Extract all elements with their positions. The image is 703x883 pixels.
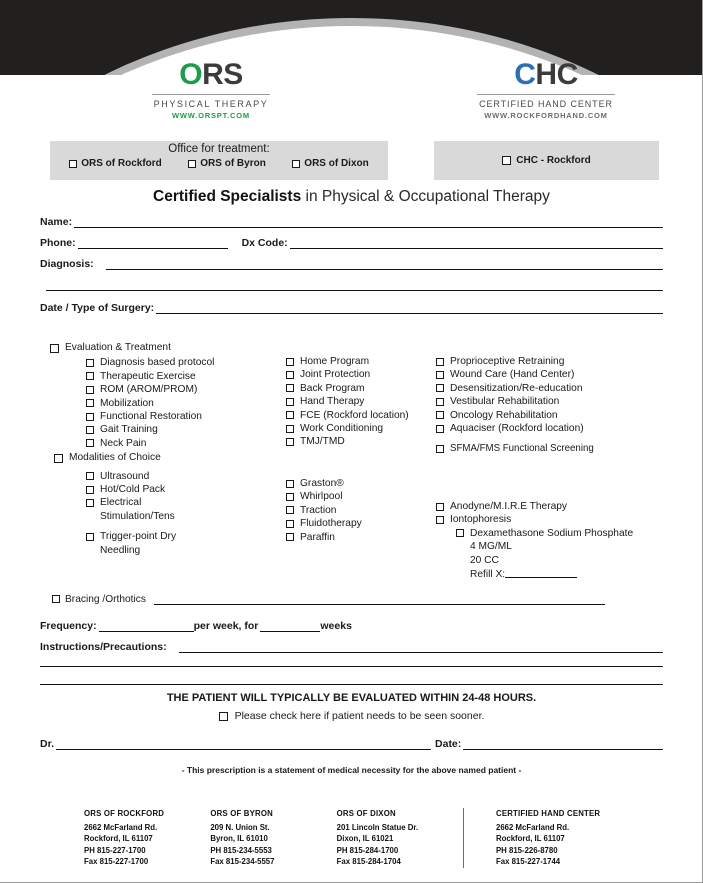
- name-label: Name:: [40, 216, 73, 228]
- checkbox-label: Aquaciser (Rockford location): [450, 423, 584, 435]
- instructions-label: Instructions/Precautions:: [40, 641, 167, 653]
- checkbox-icon[interactable]: [436, 358, 444, 366]
- checkbox-label: Modalities of Choice: [69, 452, 161, 464]
- checkbox-proprioceptive-retraining[interactable]: [436, 355, 666, 368]
- checkbox-icon[interactable]: [436, 503, 444, 511]
- checkbox-icon[interactable]: [436, 411, 444, 419]
- bracing-orthotics-label: Bracing /Orthotics: [65, 594, 146, 605]
- ors-office-options: [50, 155, 388, 169]
- checkbox-label: Whirlpool: [300, 491, 343, 503]
- location-phone: PH 815-234-5553: [210, 845, 272, 855]
- checkbox-icon[interactable]: [436, 384, 444, 392]
- checkbox-icon[interactable]: [86, 426, 94, 434]
- chc-logo-c: C: [514, 58, 536, 91]
- refill-row: [470, 567, 633, 581]
- evaluation-notice: [0, 692, 703, 722]
- checkbox-label: Hot/Cold Pack: [100, 484, 166, 496]
- checkbox-icon[interactable]: [86, 486, 94, 494]
- checkbox-icon[interactable]: [52, 595, 60, 603]
- per-week-label: per week, for: [193, 620, 259, 632]
- frequency-input[interactable]: [99, 620, 194, 632]
- checkbox-icon[interactable]: [86, 372, 94, 380]
- date-label: Date:: [435, 738, 462, 750]
- weeks-input[interactable]: [260, 620, 320, 632]
- checkbox-icon[interactable]: [286, 358, 294, 366]
- location-city: Dixon, IL 61021: [336, 834, 394, 844]
- checkbox-dexamethasone[interactable]: [456, 527, 671, 582]
- office-option-label: ORS of Rockford: [81, 158, 162, 169]
- location-street: 209 N. Union St.: [210, 822, 270, 832]
- location-name: CERTIFIED HAND CENTER: [495, 809, 601, 818]
- checkbox-icon[interactable]: [86, 472, 94, 480]
- instructions-row: [40, 641, 663, 653]
- checkbox-label: Dexamethasone Sodium Phosphate: [470, 527, 634, 539]
- checkbox-fluidotherapy[interactable]: [286, 517, 436, 530]
- date-type-surgery-input[interactable]: [156, 302, 663, 314]
- programs-column: [286, 355, 436, 449]
- checkbox-icon[interactable]: [50, 344, 59, 353]
- phone-label: Phone:: [40, 237, 76, 249]
- checkbox-icon[interactable]: [286, 480, 294, 488]
- checkbox-icon[interactable]: [286, 411, 294, 419]
- dx-code-label: Dx Code:: [241, 237, 288, 249]
- checkbox-icon[interactable]: [286, 371, 294, 379]
- page-title: [0, 188, 703, 206]
- location-street: 2662 McFarland Rd.: [495, 822, 570, 832]
- ors-logo-mark: [148, 58, 274, 92]
- checkbox-joint-protection[interactable]: [286, 368, 436, 381]
- ors-office-selector: [50, 141, 388, 180]
- checkbox-icon[interactable]: [54, 454, 63, 463]
- office-option-rockford[interactable]: [69, 158, 162, 169]
- frequency-label: Frequency:: [40, 620, 97, 632]
- checkbox-icon[interactable]: [286, 425, 294, 433]
- checkbox-home-program[interactable]: [286, 355, 436, 368]
- checkbox-neck-pain[interactable]: [86, 437, 285, 450]
- bracing-orthotics-input[interactable]: [154, 593, 605, 605]
- evaluation-column: [50, 341, 285, 557]
- checkbox-wound-care[interactable]: [436, 368, 666, 381]
- checkbox-icon[interactable]: [436, 371, 444, 379]
- disclaimer-text: - This prescription is a statement of medical necessity for the above named patient -: [181, 765, 522, 775]
- checkbox-label: Iontophoresis: [450, 514, 512, 526]
- checkbox-functional-restoration[interactable]: [86, 410, 285, 423]
- checkbox-icon[interactable]: [86, 359, 94, 367]
- location-name: ORS OF DIXON: [336, 809, 396, 818]
- checkbox-mobilization[interactable]: [86, 397, 285, 410]
- checkbox-diagnosis-based-protocol[interactable]: [86, 356, 285, 369]
- checkbox-icon[interactable]: [86, 386, 94, 394]
- checkbox-label: Joint Protection: [300, 369, 371, 381]
- checkbox-label: Ultrasound: [100, 470, 150, 482]
- checkbox-label: Electrical Stimulation/Tens: [100, 497, 175, 522]
- footer-location-rockford: [84, 808, 210, 868]
- checkbox-icon[interactable]: [188, 160, 196, 168]
- checkbox-icon[interactable]: [286, 493, 294, 501]
- location-fax: Fax 815-227-1744: [495, 857, 561, 867]
- checkbox-ultrasound[interactable]: [86, 470, 285, 483]
- checkbox-label: Work Conditioning: [300, 423, 384, 435]
- footer-location-dixon: [337, 808, 463, 868]
- chc-logo-subtitle: CERTIFIED HAND CENTER: [479, 99, 613, 109]
- office-option-dixon[interactable]: [292, 158, 368, 169]
- checkbox-label: Please check here if patient needs to be seen sooner.: [234, 710, 485, 722]
- checkbox-label: FCE (Rockford location): [300, 409, 409, 421]
- checkbox-icon[interactable]: [286, 533, 294, 541]
- office-for-treatment-label: Office for treatment:: [168, 143, 270, 155]
- location-fax: Fax 815-234-5557: [210, 857, 275, 867]
- checkbox-electrical-stimulation[interactable]: [86, 496, 285, 523]
- checkbox-work-conditioning[interactable]: [286, 422, 436, 435]
- location-phone: PH 815-226-8780: [495, 845, 558, 855]
- checkbox-icon[interactable]: [456, 529, 464, 537]
- checkbox-icon[interactable]: [86, 499, 94, 507]
- checkbox-anodyne-mire-therapy[interactable]: [436, 500, 671, 513]
- office-option-byron[interactable]: [188, 158, 266, 169]
- checkbox-label: Hand Therapy: [300, 396, 365, 408]
- checkbox-hand-therapy[interactable]: [286, 395, 436, 408]
- checkbox-label: Desensitization/Re-education: [450, 382, 583, 394]
- checkbox-label: Trigger-point Dry Needling: [100, 531, 177, 556]
- checkbox-icon[interactable]: [286, 506, 294, 514]
- checkbox-graston[interactable]: [286, 477, 436, 490]
- location-city: Byron, IL 61010: [210, 834, 268, 844]
- checkbox-tmj-tmd[interactable]: [286, 435, 436, 448]
- checkbox-fce[interactable]: [286, 409, 436, 422]
- checkbox-iontophoresis[interactable]: [436, 513, 671, 526]
- checkbox-icon[interactable]: [436, 425, 444, 433]
- refill-input[interactable]: [505, 567, 577, 578]
- notice-main-text: THE PATIENT WILL TYPICALLY BE EVALUATED WITHIN 24-48 HOURS.: [166, 692, 537, 704]
- ors-logo-divider: [152, 94, 270, 95]
- checkbox-label: Home Program: [300, 356, 370, 367]
- ors-logo: [148, 58, 274, 121]
- chc-logo-url: WWW.ROCKFORDHAND.COM: [484, 111, 608, 120]
- frequency-fields: [40, 620, 663, 662]
- footer-location-byron: [210, 808, 336, 868]
- ors-logo-url: WWW.ORSPT.COM: [172, 111, 250, 120]
- checkbox-icon[interactable]: [436, 445, 444, 453]
- footer-location-certified-hand-center: [463, 808, 644, 868]
- checkbox-back-program[interactable]: [286, 382, 436, 395]
- name-row: [40, 216, 663, 228]
- name-input[interactable]: [74, 216, 663, 228]
- diagnosis-input[interactable]: [106, 258, 663, 270]
- diagnosis-input-line2[interactable]: [46, 279, 663, 291]
- checkbox-hot-cold-pack[interactable]: [86, 483, 285, 496]
- phone-dx-row: [40, 237, 663, 249]
- checkbox-vestibular-rehabilitation[interactable]: [436, 395, 666, 408]
- office-option-label: ORS of Byron: [200, 158, 266, 169]
- chc-logo: [473, 58, 619, 121]
- checkbox-modalities-of-choice[interactable]: [54, 451, 285, 464]
- divider-bottom: [40, 684, 663, 685]
- location-phone: PH 815-227-1700: [84, 845, 146, 855]
- weeks-label: weeks: [320, 620, 352, 632]
- location-city: Rockford, IL 61107: [84, 834, 153, 844]
- checkbox-label: Gait Training: [100, 424, 158, 436]
- divider-top: [40, 666, 663, 667]
- logo-row: [0, 58, 703, 136]
- location-city: Rockford, IL 61107: [495, 834, 565, 844]
- location-fax: Fax 815-284-1704: [336, 857, 401, 867]
- ors-logo-rs: RS: [202, 58, 243, 91]
- chc-logo-divider: [477, 94, 615, 95]
- doctor-signature-input[interactable]: [56, 738, 431, 750]
- checkbox-seen-sooner[interactable]: [0, 710, 703, 722]
- checkbox-icon[interactable]: [286, 384, 294, 392]
- office-option-label: ORS of Dixon: [304, 158, 369, 169]
- dexamethasone-volume: 20 CC: [470, 554, 499, 566]
- checkbox-traction[interactable]: [286, 504, 436, 517]
- location-street: 2662 McFarland Rd.: [84, 822, 158, 832]
- checkbox-icon[interactable]: [86, 413, 94, 421]
- checkbox-icon[interactable]: [436, 516, 444, 524]
- location-phone: PH 815-284-1700: [336, 845, 399, 855]
- checkbox-whirlpool[interactable]: [286, 490, 436, 503]
- doctor-label: Dr.: [40, 738, 55, 750]
- checkbox-therapeutic-exercise[interactable]: [86, 370, 285, 383]
- checkbox-icon[interactable]: [69, 160, 77, 168]
- surgery-row: [40, 302, 663, 314]
- checkbox-icon[interactable]: [502, 156, 511, 165]
- chc-logo-mark: [473, 58, 619, 92]
- checkbox-label: Fluidotherapy: [300, 518, 362, 530]
- checkbox-desensitization[interactable]: [436, 382, 666, 395]
- checkbox-label: Wound Care (Hand Center): [450, 369, 575, 381]
- checkbox-label: Functional Restoration: [100, 411, 202, 423]
- signature-row: [40, 738, 663, 750]
- checkbox-label: Mobilization: [100, 397, 154, 409]
- checkbox-label: Therapeutic Exercise: [100, 370, 196, 382]
- checkbox-aquaciser[interactable]: [436, 422, 666, 435]
- location-name: ORS OF ROCKFORD: [84, 809, 165, 818]
- chc-logo-hc: HC: [535, 58, 578, 91]
- checkbox-icon[interactable]: [86, 533, 94, 541]
- checkbox-label: Neck Pain: [100, 437, 147, 449]
- checkbox-icon[interactable]: [436, 398, 444, 406]
- instructions-input[interactable]: [179, 641, 663, 653]
- ors-logo-o: O: [179, 58, 203, 91]
- checkbox-label: Oncology Rehabilitation: [450, 409, 558, 421]
- checkbox-icon[interactable]: [86, 439, 94, 447]
- checkbox-label: Anodyne/M.I.R.E Therapy: [450, 501, 568, 512]
- location-street: 201 Lincoln Statue Dr.: [336, 822, 419, 832]
- checkbox-icon[interactable]: [219, 712, 228, 721]
- refill-label: Refill X:: [470, 569, 506, 581]
- checkbox-label: TMJ/TMD: [300, 436, 345, 448]
- location-name: ORS OF BYRON: [210, 809, 273, 818]
- dexamethasone-details: [470, 527, 633, 582]
- frequency-row: [40, 620, 663, 632]
- checkbox-oncology-rehabilitation[interactable]: [436, 409, 666, 422]
- diagnosis-row: [40, 258, 663, 270]
- checkbox-icon[interactable]: [292, 160, 300, 168]
- checkbox-trigger-point-dry-needling[interactable]: [86, 530, 285, 557]
- date-type-surgery-label: Date / Type of Surgery:: [40, 302, 155, 314]
- dexamethasone-strength: 4 MG/ML: [470, 541, 512, 553]
- checkbox-paraffin[interactable]: [286, 531, 436, 544]
- location-fax: Fax 815-227-1700: [84, 857, 149, 867]
- specialty-column: [436, 355, 666, 456]
- checkbox-label: Traction: [300, 504, 337, 516]
- ors-logo-subtitle: PHYSICAL THERAPY: [153, 99, 269, 109]
- checkbox-label: Evaluation & Treatment: [65, 342, 171, 353]
- dx-code-input[interactable]: [290, 237, 663, 249]
- iontophoresis-column: [436, 500, 671, 581]
- checkbox-label: Proprioceptive Retraining: [450, 356, 565, 367]
- checkbox-gait-training[interactable]: [86, 423, 285, 436]
- checkbox-icon[interactable]: [286, 398, 294, 406]
- checkbox-label: Paraffin: [300, 531, 335, 543]
- diagnosis-label: Diagnosis:: [40, 258, 94, 270]
- chc-office-selector: [434, 141, 659, 180]
- checkbox-label: SFMA/FMS Functional Screening: [450, 443, 594, 455]
- date-input[interactable]: [463, 738, 663, 750]
- checkbox-icon[interactable]: [86, 399, 94, 407]
- mid-modalities-column: [286, 477, 436, 544]
- checkbox-sfma-fms[interactable]: [436, 442, 666, 455]
- phone-input[interactable]: [78, 237, 228, 249]
- checkbox-label: ROM (AROM/PROM): [100, 384, 198, 396]
- patient-info-fields: [40, 216, 663, 323]
- checkbox-icon[interactable]: [286, 520, 294, 528]
- checkbox-label: Graston®: [300, 478, 344, 489]
- office-option-label: CHC - Rockford: [516, 155, 591, 166]
- footer-locations: [84, 808, 644, 868]
- diagnosis-row-2: [40, 279, 663, 291]
- checkbox-icon[interactable]: [286, 438, 294, 446]
- page-title-rest: in Physical & Occupational Therapy: [301, 188, 550, 205]
- checkbox-label: Vestibular Rehabilitation: [450, 396, 560, 408]
- checkbox-label: Back Program: [300, 382, 365, 394]
- office-option-chc-rockford[interactable]: [434, 141, 659, 180]
- checkbox-evaluation-treatment[interactable]: [50, 341, 285, 354]
- checkbox-rom[interactable]: [86, 383, 285, 396]
- checkbox-label: Diagnosis based protocol: [100, 357, 215, 369]
- page-title-bold: Certified Specialists: [153, 188, 302, 205]
- bracing-row: [52, 593, 663, 605]
